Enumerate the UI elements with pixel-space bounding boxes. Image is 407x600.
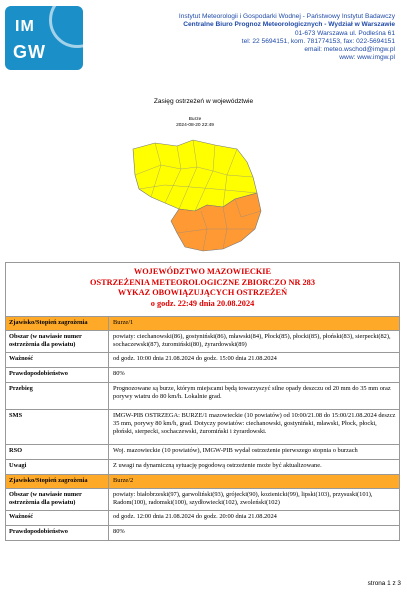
page-number: strona 1 z 3 [367,580,401,587]
header-www[interactable]: www: www.imgw.pl [339,54,395,62]
row-value: od godz. 10:00 dnia 21.08.2024 do godz. 15:00 dnia 21.08.2024 [113,355,277,362]
table-row [5,475,400,489]
bulletin-issued: o godz. 22:49 dnia 20.08.2024 [150,298,255,308]
warning-map [115,137,275,255]
row-label: Ważność [6,353,109,367]
table-row [5,383,400,410]
row-value: od godz. 12:00 dnia 21.08.2024 do godz. 20:00 dnia 21.08.2024 [113,513,277,520]
map-caption: Burze [188,117,202,122]
row-label: Uwagi [6,460,109,474]
row-value: Z uwagi na dynamiczną sytuację pogodową ostrzeżenie może być aktualizowane. [113,462,322,469]
header-institute: Instytut Meteorologii i Gospodarki Wodnej - Państwowy Instytut Badawczy [178,13,395,20]
table-row [5,368,400,383]
row-label: SMS [6,410,109,444]
bulletin-title: OSTRZEŻENIA METEOROLOGICZNE ZBIORCZO NR 283 [90,277,315,287]
table-row [5,489,400,511]
table-row [5,410,400,445]
row-label: Obszar (w nawiasie numer ostrzeżenia dla powiatu) [6,489,109,510]
row-value: Burze/1 [113,319,134,326]
row-value: Burze/2 [113,477,134,484]
row-label: Przebieg [6,383,109,409]
row-label: Obszar (w nawiasie numer ostrzeżenia dla powiatu) [6,331,109,352]
header-phone: tel: 22 5694151, kom. 781774153, fax: 022-5694151 [241,37,395,45]
row-value: powiaty: ciechanowski(86), gostyniński(86), mławski(84), Płock(85), płocki(85), płoński(83), sierpecki(82), sochaczewski(87), żuromiński(80), żyrardowski(89) [113,333,391,348]
row-value: 80% [113,370,125,377]
header-contact [95,13,395,63]
table-row [5,460,400,475]
table-row [5,353,400,368]
table-row [5,317,400,331]
row-value: IMGW-PIB OSTRZEGA: BURZE/1 mazowieckie (10 powiatów) od 10:00/21.08 do 15:00/21.08.2024 deszcz 35 mm, porywy 80 km/h, grad. Dotyczy powiatów: ciechanowski, gostyniński, mławski, Płock, płocki, płoński, sierpecki, sochaczewski, żuromiński i żyrardowski. [113,412,396,435]
header-email[interactable]: email: meteo.wschod@imgw.pl [304,46,395,54]
bulletin-subtitle: WYKAZ OBOWIĄZUJĄCYCH OSTRZEŻEŃ [117,288,288,298]
row-label: RSO [6,445,109,459]
row-label: Prawdopodobieństwo [6,368,109,382]
map-title: Zasięg ostrzeżeń w województwie [153,98,254,105]
row-value: Prognozowane są burze, którym miejscami będą towarzyszyć silne opady deszczu od 20 mm do 35 mm oraz porywy wiatru do 80 km/h. Lokalnie grad. [113,385,391,400]
logo-text-bottom: GW [13,42,46,62]
table-row [5,511,400,526]
row-value: 80% [113,528,125,535]
row-value: powiaty: białobrzeski(97), garwoliński(93), grójecki(90), kozienicki(99), lipski(103), przysuski(101), Radom(100), radomski(100), szydłowiecki(102), zwoleński(102) [113,491,373,506]
row-label: Zjawisko/Stopień zagrożenia [6,475,109,488]
table-row [5,445,400,460]
row-value: Woj. mazowieckie (10 powiatów), IMGW-PIB wydał ostrzeżenie pierwszego stopnia o burzach [113,447,358,454]
bulletin-voivodeship: WOJEWÓDZTWO MAZOWIECKIE [133,267,272,276]
table-row [5,526,400,541]
header-address: 01-673 Warszawa ul. Podleśna 61 [294,29,395,37]
row-label: Prawdopodobieństwo [6,526,109,540]
row-label: Ważność [6,511,109,525]
logo-arc [49,6,83,48]
table-row [5,331,400,353]
header-office: Centralne Biuro Prognoz Meteorologicznych - Wydział w Warszawie [183,21,395,29]
bulletin-title-box [5,262,400,317]
logo-text-top: IM [15,18,35,35]
imgw-logo [5,6,83,70]
row-label: Zjawisko/Stopień zagrożenia [6,317,109,330]
map-timestamp: 2024-08-20 22:49 [176,123,214,128]
